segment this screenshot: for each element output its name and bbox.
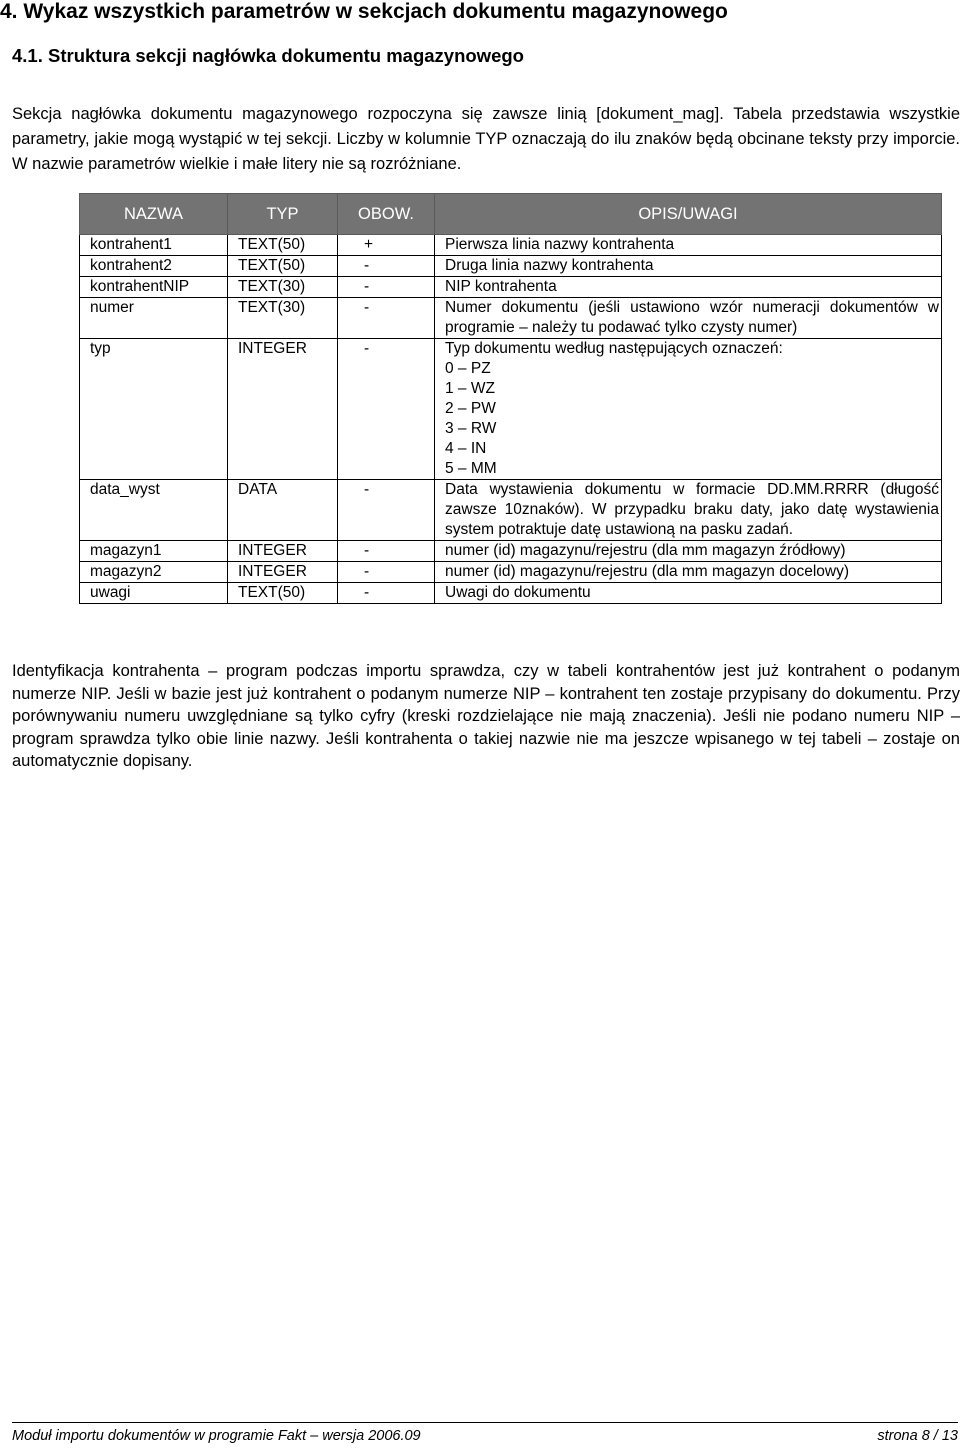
cell-type: INTEGER [228,541,338,562]
cell-type: DATA [228,480,338,541]
cell-name: kontrahent1 [80,235,228,256]
table-row [80,235,942,256]
table-row [80,583,942,604]
notes-line: Uwagi do dokumentu [445,584,591,601]
cell-required: - [338,583,435,604]
table-header-row [80,194,942,235]
cell-notes [435,339,942,480]
cell-required: - [338,480,435,541]
footer-rule [12,1422,958,1423]
header-notes: OPIS/UWAGI [435,194,942,235]
cell-name: kontrahent2 [80,256,228,277]
page-heading: 4. Wykaz wszystkich parametrów w sekcjach dokumentu magazynowego [0,0,728,23]
table-row [80,562,942,583]
section-heading: 4.1. Struktura sekcji nagłówka dokumentu magazynowego [12,45,524,66]
cell-name: data_wyst [80,480,228,541]
notes-line: 3 – RW [445,420,497,437]
parameters-table [79,193,942,604]
table-row [80,339,942,480]
intro-paragraph: Sekcja nagłówka dokumentu magazynowego rozpoczyna się zawsze linią [dokument_mag]. Tabela przedstawia wszystkie parametry, jakie mogą wystąpić w tej sekcji. Liczby w kolumnie TYP oznaczają do ilu znaków będą obcinane teksty przy imporcie. W nazwie parametrów wielkie i małe litery nie są rozróżniane. [12,105,960,173]
notes-line: numer (id) magazynu/rejestru (dla mm magazyn źródłowy) [445,542,846,559]
header-required: OBOW. [338,194,435,235]
notes-line: 1 – WZ [445,380,495,397]
notes-line: NIP kontrahenta [445,278,557,295]
table-row [80,298,942,339]
cell-notes [435,583,942,604]
cell-required: - [338,256,435,277]
cell-name: magazyn2 [80,562,228,583]
cell-notes [435,256,942,277]
cell-required: + [338,235,435,256]
cell-type: TEXT(50) [228,583,338,604]
cell-notes [435,562,942,583]
cell-type: INTEGER [228,562,338,583]
cell-type: TEXT(30) [228,298,338,339]
notes-line: Data wystawienia dokumentu w formacie DD.MM.RRRR (długość zawsze 10znaków). W przypadku braku daty, jako datę wystawienia system potraktuje datę ustawioną na pasku zadań. [445,481,939,538]
cell-required: - [338,562,435,583]
table-row [80,480,942,541]
notes-line: 2 – PW [445,400,496,417]
header-type: TYP [228,194,338,235]
cell-type: TEXT(50) [228,256,338,277]
cell-notes [435,298,942,339]
cell-name: numer [80,298,228,339]
notes-line: 5 – MM [445,460,497,477]
notes-line: Numer dokumentu (jeśli ustawiono wzór numeracji dokumentów w programie – należy tu podawać tylko czysty numer) [445,299,939,336]
contractor-identification-paragraph: Identyfikacja kontrahenta – program podczas importu sprawdza, czy w tabeli kontrahentów jest już kontrahent o podanym numerze NIP. Jeśli w bazie jest już kontrahent o podanym numerze NIP – kontrahent ten zostaje przypisany do dokumentu. Przy porównywaniu numeru uwzględniane są tylko cyfry (kreski rozdzielające nie mają znaczenia). Jeśli nie podano numeru NIP – program sprawdza tylko obie linie nazwy. Jeśli kontrahenta o takiej nazwie nie ma jeszcze wpisanego w tej tabeli – zostaje on automatycznie dopisany. [12,662,960,770]
cell-required: - [338,277,435,298]
cell-required: - [338,541,435,562]
table-row [80,541,942,562]
table-row [80,256,942,277]
cell-notes [435,235,942,256]
header-name: NAZWA [80,194,228,235]
notes-line: 0 – PZ [445,360,491,377]
notes-line: numer (id) magazynu/rejestru (dla mm magazyn docelowy) [445,563,850,580]
notes-line: Typ dokumentu według następujących oznaczeń: [445,340,783,357]
table-row [80,277,942,298]
cell-type: TEXT(50) [228,235,338,256]
cell-name: typ [80,339,228,480]
cell-type: TEXT(30) [228,277,338,298]
cell-required: - [338,339,435,480]
cell-notes [435,277,942,298]
footer-document-title: Moduł importu dokumentów w programie Fakt – wersja 2006.09 [12,1428,421,1444]
notes-line: Druga linia nazwy kontrahenta [445,257,654,274]
cell-type: INTEGER [228,339,338,480]
table-body [80,235,942,604]
notes-line: Pierwsza linia nazwy kontrahenta [445,236,675,253]
cell-notes [435,541,942,562]
footer-page-number: strona 8 / 13 [877,1428,958,1444]
cell-name: uwagi [80,583,228,604]
cell-name: kontrahentNIP [80,277,228,298]
cell-required: - [338,298,435,339]
cell-name: magazyn1 [80,541,228,562]
notes-line: 4 – IN [445,440,487,457]
cell-notes [435,480,942,541]
